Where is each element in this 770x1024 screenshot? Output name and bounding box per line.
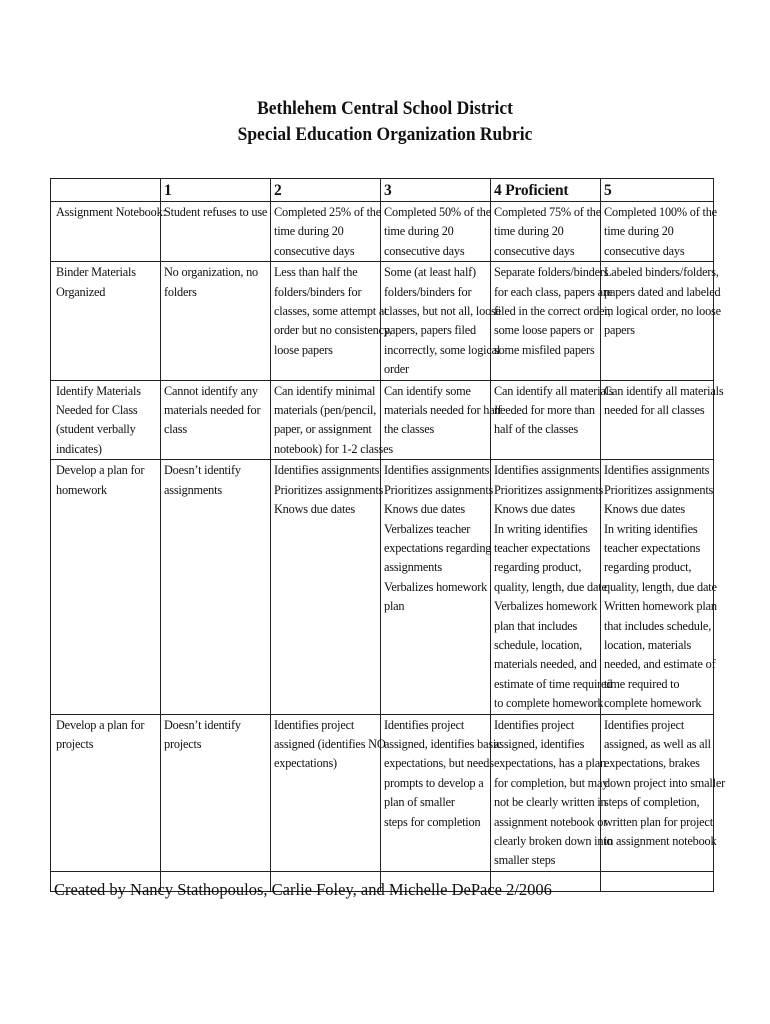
cell-text-line: materials needed for half [384,403,502,418]
cell-text-line: papers, papers filed [384,323,476,338]
level-3-cell [381,460,494,714]
criterion-label [51,202,166,262]
cell-text-line: Prioritizes assignments [384,482,494,497]
cell-text-line: written plan for project [604,814,713,829]
cell-text-line: smaller steps [494,853,556,868]
cell-text-line: plan of smaller [384,795,455,810]
cell-text-line: complete homework [604,696,702,711]
cell-text-line: folders [164,284,197,299]
cell-text-line: projects [164,736,202,751]
cell-text-line: Labeled binders/folders, [604,265,719,280]
cell-text-line: filed in the correct order, [494,304,611,319]
cell-text-line: Needed for Class [56,403,138,418]
cell-text-line: time during 20 [604,224,674,239]
header-level-3: 3 [381,179,491,202]
level-1-cell [161,202,271,262]
cell-text-line: some loose papers or [494,323,594,338]
header-level-1: 1 [161,179,271,202]
rubric-table [50,178,726,892]
cell-text-line: Identifies assignments [494,463,600,478]
cell-text-line: Verbalizes teacher [384,521,471,536]
cell-text-line: Some (at least half) [384,265,476,280]
cell-text-line: classes, but not all, loose [384,304,501,319]
cell-text-line: time required to [604,676,680,691]
rubric-row-assignment-notebook [51,202,714,262]
cell-text-line: materials needed for [164,403,261,418]
rubric-header-row [51,179,714,202]
rubric-row-develop-a-plan-for-projects [51,714,714,871]
cell-text-line: Knows due dates [384,502,466,517]
cell-text-line: regarding product, [604,560,692,575]
cell-text-line: Identifies project [274,717,355,732]
header-level-4-proficient: 4 Proficient [491,179,601,202]
cell-text-line: Develop a plan for [56,463,145,478]
cell-text-line: homework [56,482,107,497]
level-4-cell [491,262,613,380]
cell-text-line: notebook) for 1-2 classes [274,441,393,456]
level-1-cell [161,460,271,714]
cell-text-line: materials needed, and [494,657,597,672]
cell-text-line: In writing identifies [494,521,588,536]
cell-text-line: regarding product, [494,560,582,575]
cell-text-line: Knows due dates [494,502,576,517]
criterion-label [51,262,161,380]
cell-text-line: Student refuses to use [164,205,268,219]
cell-text-line: steps of completion, [604,795,700,810]
level-3-cell [381,202,491,262]
cell-text-line: teacher expectations [604,540,701,555]
level-1-cell [161,380,271,460]
cell-text-line: prompts to develop a [384,775,484,790]
district-title: Bethlehem Central School District [257,98,513,119]
empty-cell [601,871,714,891]
level-1-cell [161,262,271,380]
cell-text-line: plan that includes [494,618,578,633]
cell-text-line: Identifies project [604,717,685,732]
cell-text-line: quality, length, due date [494,579,607,594]
cell-text-line: steps for completion [384,814,481,829]
cell-text-line: Identifies assignments [604,463,710,478]
cell-text-line: not be clearly written in [494,795,607,810]
cell-text-line: quality, length, due date [604,579,717,594]
cell-text-line: assignments [384,560,442,575]
cell-text-line: in logical order, no loose [604,304,721,319]
cell-text-line: Prioritizes assignments [604,482,714,497]
level-4-cell [491,202,601,262]
cell-text-line: Identifies assignments [384,463,490,478]
cell-text-line: consecutive days [494,243,575,258]
cell-text-line: Doesn’t identify [164,463,241,478]
cell-text-line: Can identify some [384,383,471,398]
cell-text-line: location, materials [604,637,692,652]
rubric-body [51,202,726,892]
cell-text-line: teacher expectations [494,540,591,555]
cell-text-line: Identifies project [384,717,465,732]
rubric-row-binder-materials-organized [51,262,714,380]
cell-text-line: Prioritizes assignments [494,482,604,497]
level-2-cell [271,262,392,380]
cell-text-line: projects [56,736,94,751]
cell-text-line: needed, and estimate of [604,657,716,672]
cell-text-line: paper, or assignment [274,422,372,437]
cell-text-line: expectations, but needs [384,756,494,771]
cell-text-line: Can identify all materials [604,383,724,398]
level-2-cell [271,380,393,460]
rubric-row-identify-materials-needed-for-class-student-verbally-indicates [51,380,714,460]
header-level-2: 2 [271,179,381,202]
cell-text-line: Verbalizes homework [384,579,488,594]
cell-text-line: for each class, papers are [494,284,613,299]
cell-text-line: Completed 75% of the [494,205,601,219]
cell-text-line: plan [384,599,405,614]
cell-text-line: assigned (identifies NO [274,736,386,751]
cell-text-line: Less than half the [274,265,358,280]
cell-text-line: expectations) [274,756,337,771]
cell-text-line: assignment notebook or [494,814,608,829]
cell-text-line: some misfiled papers [494,342,595,357]
cell-text-line: that includes schedule, [604,618,712,633]
cell-text-line: order [384,362,409,377]
criterion-label [51,714,161,871]
cell-text-line: class [164,422,187,437]
cell-text-line: Verbalizes homework [494,599,598,614]
criterion-label [51,460,161,714]
cell-text-line: Completed 100% of the [604,205,717,219]
cell-text-line: papers [604,323,635,338]
level-3-cell [381,714,502,871]
credits-footer: Created by Nancy Stathopoulos, Carlie Foley, and Michelle DePace 2/2006 [54,880,552,899]
level-2-cell [271,202,381,262]
cell-text-line: time during 20 [494,224,564,239]
cell-text-line: Completed 50% of the [384,205,491,219]
cell-text-line: Binder Materials [56,265,136,280]
cell-text-line: time during 20 [274,224,344,239]
cell-text-line: schedule, location, [494,637,583,652]
cell-text-line: expectations, has a plan [494,756,606,771]
cell-text-line: Organized [56,284,106,299]
cell-text-line: Identify Materials [56,383,141,398]
header-blank [51,179,161,202]
rubric-title: Special Education Organization Rubric [237,124,533,145]
cell-text-line: assignments [164,482,222,497]
level-5-cell [601,460,717,714]
cell-text-line: In writing identifies [604,521,698,536]
cell-text-line: needed for more than [494,403,595,418]
cell-text-line: for completion, but may [494,775,609,790]
cell-text-line: expectations, brakes [604,756,700,771]
cell-text-line: estimate of time required [494,676,613,691]
cell-text-line: Knows due dates [604,502,686,517]
cell-text-line: consecutive days [274,243,355,258]
cell-text-line: expectations regarding [384,540,492,555]
cell-text-line: Doesn’t identify [164,717,241,732]
level-5-cell [601,380,724,460]
level-5-cell [601,262,721,380]
cell-text-line: the classes [384,422,435,437]
level-3-cell [381,380,502,460]
cell-text-line: Develop a plan for [56,717,145,732]
cell-text-line: assigned, identifies [494,736,585,751]
cell-text-line: Knows due dates [274,502,356,517]
cell-text-line: consecutive days [384,243,465,258]
cell-text-line: consecutive days [604,243,685,258]
cell-text-line: to complete homework [494,696,604,711]
cell-text-line: No organization, no [164,265,258,280]
rubric-row-develop-a-plan-for-homework [51,460,714,714]
level-4-cell [491,460,613,714]
criterion-label [51,380,161,460]
cell-text-line: clearly broken down into [494,834,613,848]
header-level-5: 5 [601,179,714,202]
cell-text-line: incorrectly, some logical [384,342,501,357]
level-4-cell [491,380,614,460]
level-2-cell [271,714,386,871]
level-1-cell [161,714,271,871]
cell-text-line: loose papers [274,342,333,357]
cell-text-line: indicates) [56,441,102,456]
cell-text-line: Completed 25% of the [274,205,381,219]
level-5-cell [601,714,726,871]
cell-text-line: time during 20 [384,224,454,239]
cell-text-line: Identifies project [494,717,575,732]
cell-text-line: in assignment notebook [604,834,717,848]
level-4-cell [491,714,613,871]
level-2-cell [271,460,384,714]
cell-text-line: assigned, as well as all [604,736,711,751]
cell-text-line: Separate folders/binders [494,265,609,280]
cell-text-line: Assignment Notebook: [56,205,166,219]
cell-text-line: order but no consistency, [274,323,392,338]
cell-text-line: papers dated and labeled [604,284,721,299]
cell-text-line: Can identify all materials [494,383,614,398]
cell-text-line: materials (pen/pencil, [274,403,377,418]
cell-text-line: down project into smaller [604,775,726,790]
cell-text-line: classes, some attempt at [274,304,388,319]
cell-text-line: Can identify minimal [274,383,376,398]
cell-text-line: (student verbally [56,422,136,437]
level-5-cell [601,202,717,262]
cell-text-line: Identifies assignments [274,463,380,478]
cell-text-line: folders/binders for [274,284,362,299]
cell-text-line: needed for all classes [604,403,705,418]
cell-text-line: half of the classes [494,422,578,437]
cell-text-line: folders/binders for [384,284,472,299]
level-3-cell [381,262,501,380]
cell-text-line: Written homework plan [604,599,717,614]
cell-text-line: Cannot identify any [164,383,258,398]
cell-text-line: assigned, identifies basic [384,736,502,751]
cell-text-line: Prioritizes assignments [274,482,384,497]
